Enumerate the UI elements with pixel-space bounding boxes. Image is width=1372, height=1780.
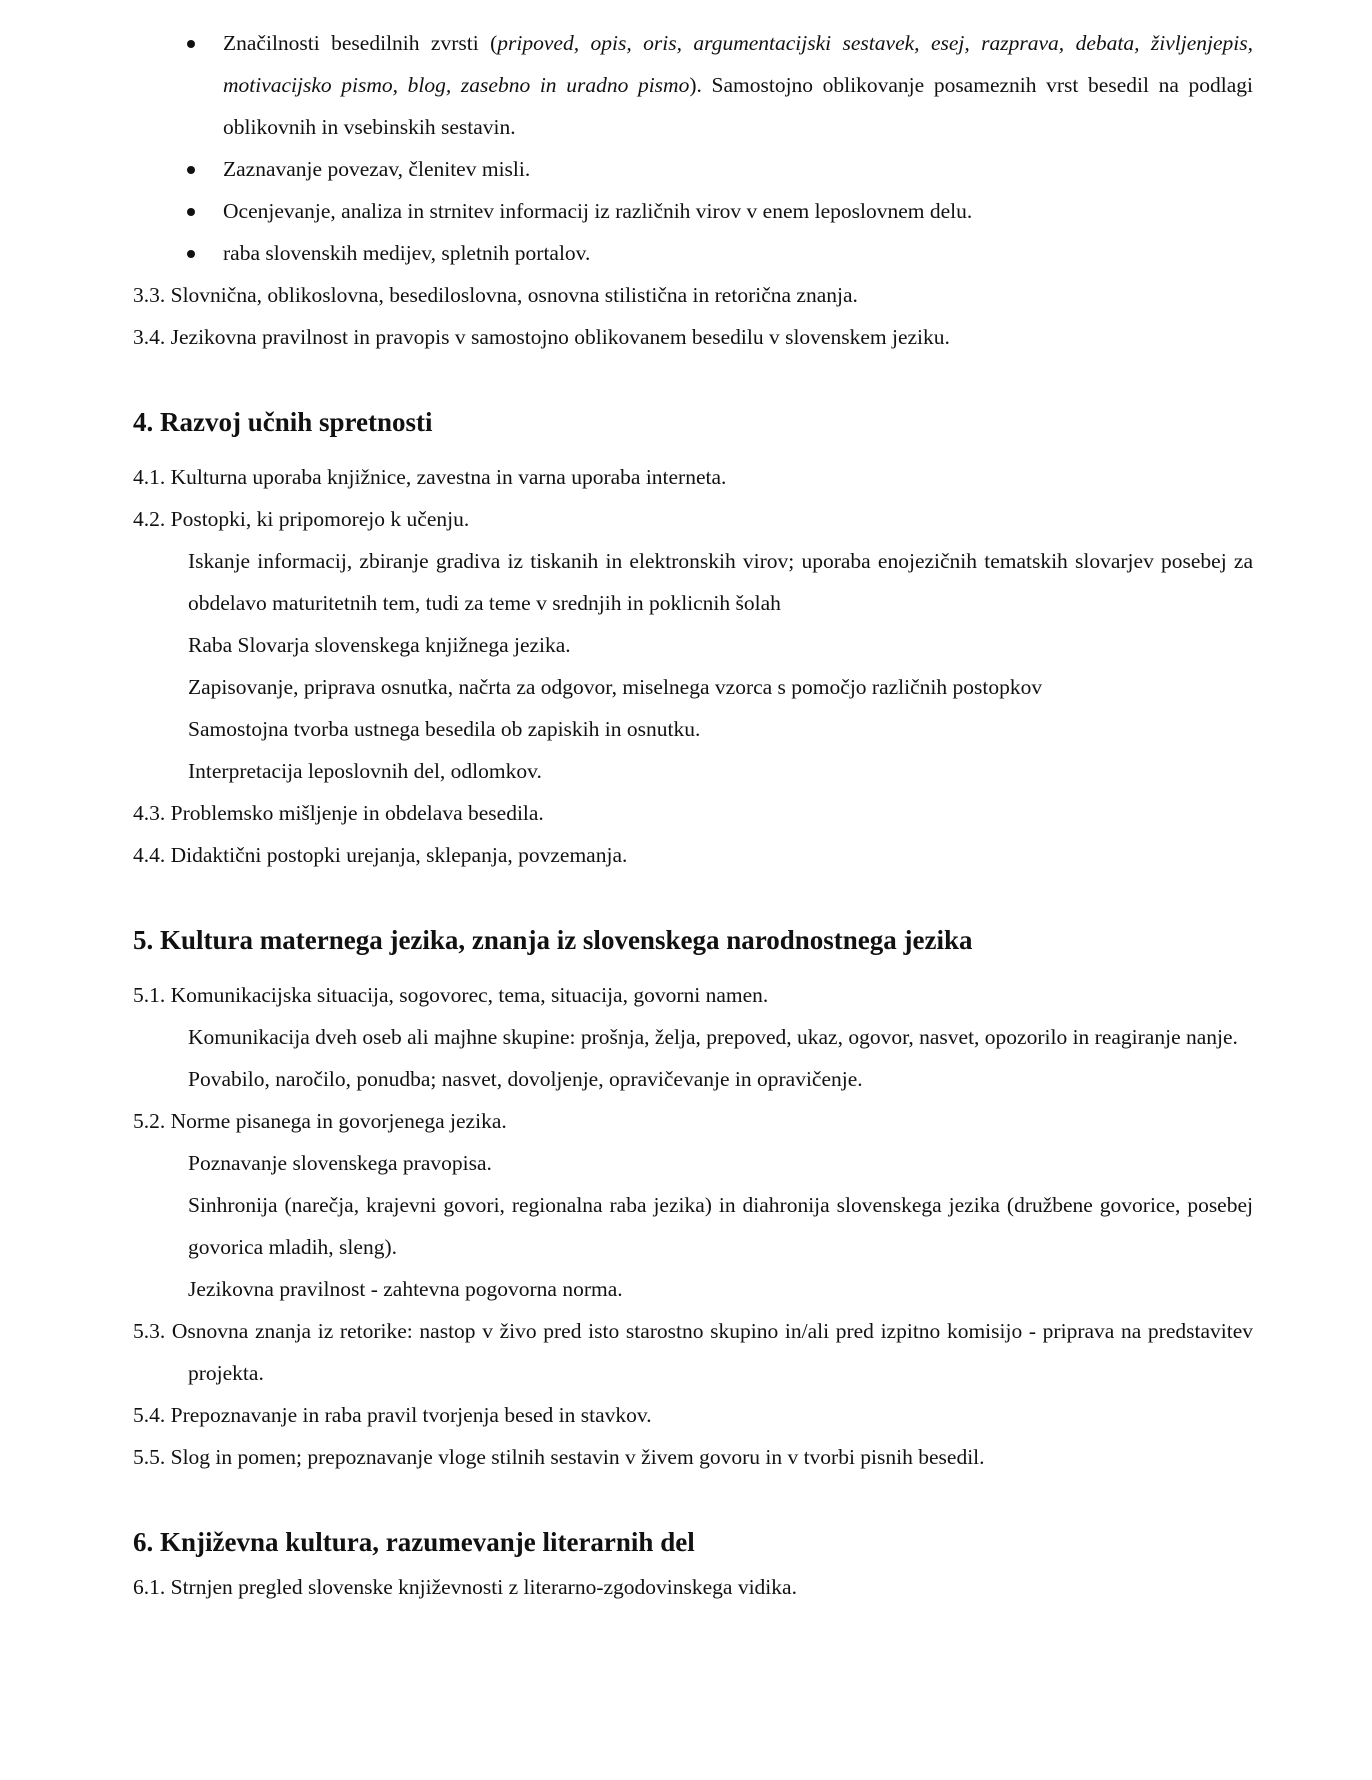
item-5-2-sub: Poznavanje slovenskega pravopisa.: [188, 1151, 492, 1175]
bullet-text-prefix: Značilnosti besedilnih zvrsti (: [223, 31, 498, 55]
section-heading-6: 6. Književna kultura, razumevanje literarnih del: [133, 1527, 695, 1557]
item-4-2-sub: Iskanje informacij, zbiranje gradiva iz tiskanih in elektronskih virov; uporaba enojezičnih tematskih slovarjev posebej za obdelavo maturitetnih tem, tudi za teme v srednjih in poklicnih šolah: [188, 549, 1253, 615]
item-4-2-sub: Samostojna tvorba ustnega besedila ob zapiskih in osnutku.: [188, 717, 701, 741]
bullet-dot-icon: [187, 208, 195, 216]
bullet-item: [133, 232, 1253, 274]
bullet-dot-icon: [187, 40, 195, 48]
item-4-2: 4.2. Postopki, ki pripomorejo k učenju.: [133, 507, 470, 531]
item-5-3: 5.3. Osnovna znanja iz retorike: nastop v živo pred isto starostno skupino in/ali pred izpitno komisijo - priprava na predstavitev projekta.: [133, 1319, 1253, 1385]
item-4-1: 4.1. Kulturna uporaba knjižnice, zavestna in varna uporaba interneta.: [133, 465, 727, 489]
bullet-list: [133, 22, 1253, 274]
section-heading-4: 4. Razvoj učnih spretnosti: [133, 407, 433, 437]
bullet-text: Zaznavanje povezav, členitev misli.: [223, 157, 531, 181]
document-page: [133, 22, 1253, 1608]
item-4-4: 4.4. Didaktični postopki urejanja, sklepanja, povzemanja.: [133, 843, 628, 867]
item-5-5: 5.5. Slog in pomen; prepoznavanje vloge stilnih sestavin v živem govoru in v tvorbi pisnih besedil.: [133, 1445, 985, 1469]
item-4-2-sub: Raba Slovarja slovenskega knjižnega jezika.: [188, 633, 571, 657]
bullet-text-italic: pripoved, opis, oris, argumentacijski sestavek, esej, razprava, debata, življenjepis, motivacijsko pismo, blog, zasebno in uradno pismo: [223, 31, 1253, 97]
item-5-2-sub: Jezikovna pravilnost - zahtevna pogovorna norma.: [188, 1277, 623, 1301]
item-5-2: 5.2. Norme pisanega in govorjenega jezika.: [133, 1109, 507, 1133]
bullet-text: Ocenjevanje, analiza in strnitev informacij iz različnih virov v enem leposlovnem delu.: [223, 199, 973, 223]
section-heading-5: 5. Kultura maternega jezika, znanja iz slovenskega narodnostnega jezika: [133, 925, 973, 955]
bullet-text: raba slovenskih medijev, spletnih portalov.: [223, 241, 591, 265]
bullet-item: [133, 190, 1253, 232]
bullet-item: [133, 148, 1253, 190]
item-5-4: 5.4. Prepoznavanje in raba pravil tvorjenja besed in stavkov.: [133, 1403, 652, 1427]
item-5-1: 5.1. Komunikacijska situacija, sogovorec, tema, situacija, govorni namen.: [133, 983, 769, 1007]
item-5-1-sub: Povabilo, naročilo, ponudba; nasvet, dovoljenje, opravičevanje in opravičenje.: [188, 1067, 863, 1091]
item-4-3: 4.3. Problemsko mišljenje in obdelava besedila.: [133, 801, 544, 825]
item-3-4: 3.4. Jezikovna pravilnost in pravopis v samostojno oblikovanem besedilu v slovenskem jeziku.: [133, 325, 950, 349]
item-6-1: 6.1. Strnjen pregled slovenske književnosti z literarno-zgodovinskega vidika.: [133, 1575, 797, 1599]
bullet-item-text-types: [133, 22, 1253, 148]
item-3-3: 3.3. Slovnična, oblikoslovna, besediloslovna, osnovna stilistična in retorična znanja.: [133, 283, 858, 307]
item-5-1-sub: Komunikacija dveh oseb ali majhne skupine: prošnja, želja, prepoved, ukaz, ogovor, nasvet, opozorilo in reagiranje nanje.: [188, 1025, 1238, 1049]
bullet-text-suffix: ). Samostojno oblikovanje posameznih vrst besedil na podlagi oblikovnih in vsebinskih sestavin.: [223, 73, 1253, 139]
bullet-dot-icon: [187, 250, 195, 258]
item-5-2-sub: Sinhronija (narečja, krajevni govori, regionalna raba jezika) in diahronija slovenskega jezika (družbene govorice, posebej govorica mladih, sleng).: [188, 1193, 1253, 1259]
item-4-2-sub: Zapisovanje, priprava osnutka, načrta za odgovor, miselnega vzorca s pomočjo različnih postopkov: [188, 675, 1043, 699]
item-4-2-sub: Interpretacija leposlovnih del, odlomkov.: [188, 759, 542, 783]
bullet-dot-icon: [187, 166, 195, 174]
